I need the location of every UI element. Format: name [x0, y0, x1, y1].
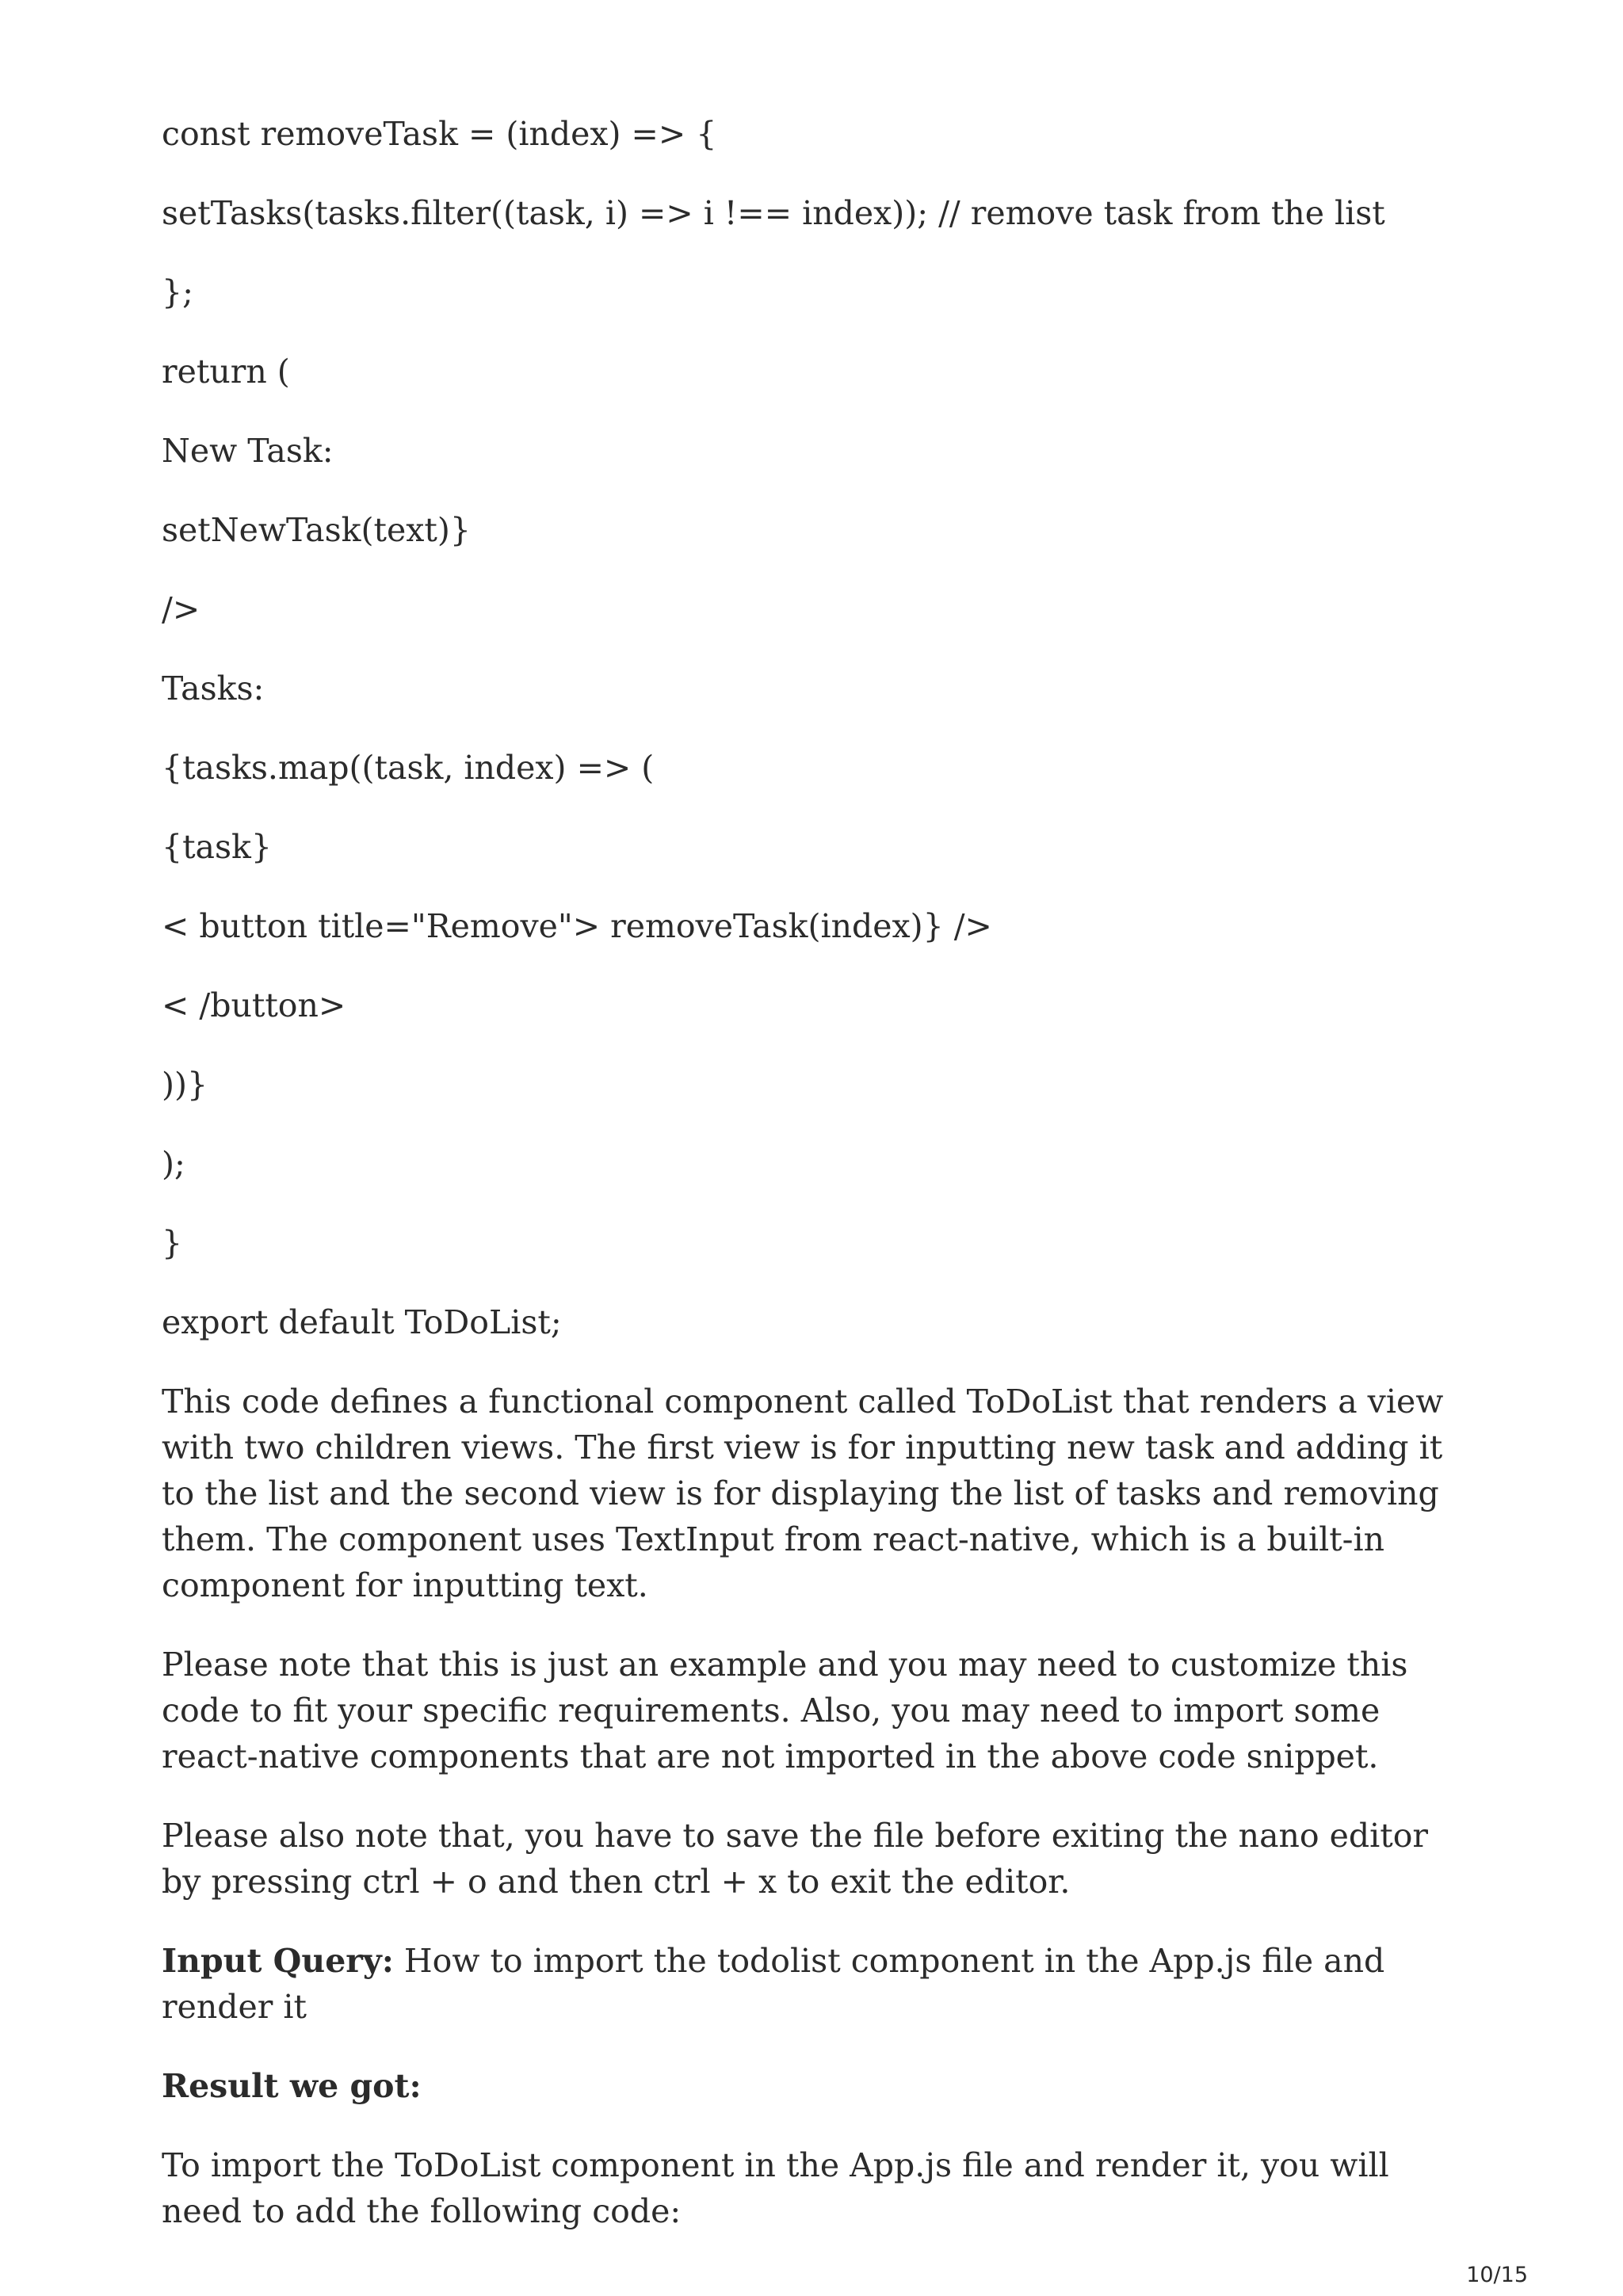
code-line: /> — [162, 590, 200, 628]
code-line: const removeTask = (index) => { — [162, 115, 717, 153]
page-number: 10/15 — [1466, 2263, 1528, 2287]
code-line: } — [162, 1224, 183, 1262]
code-line: {tasks.map((task, index) => ( — [162, 749, 655, 787]
input-query-paragraph — [162, 1938, 1461, 2030]
input-query-text: How to import the todolist component in the App.js file and render it — [162, 1942, 1385, 2026]
code-line: < button title="Remove"> removeTask(index)} /> — [162, 907, 992, 945]
input-query-label: Input Query: — [162, 1942, 394, 1980]
code-line: }; — [162, 273, 193, 311]
code-line: ); — [162, 1145, 185, 1183]
code-line: return ( — [162, 353, 290, 391]
result-heading — [162, 2063, 1461, 2109]
code-line: {task} — [162, 828, 272, 866]
code-line: setNewTask(text)} — [162, 511, 471, 549]
code-line: ))} — [162, 1066, 208, 1104]
editor-note-paragraph: Please also note that, you have to save the file before exiting the nano editor by pressing ctrl + o and then ctrl + x to exit the editor. — [162, 1817, 1429, 1901]
code-line: export default ToDoList; — [162, 1303, 562, 1341]
final-paragraph: To import the ToDoList component in the App.js file and render it, you will need to add the following code: — [162, 2146, 1389, 2230]
code-line: Tasks: — [162, 669, 265, 707]
code-line: setTasks(tasks.filter((task, i) => i !== index)); // remove task from the list — [162, 194, 1385, 232]
code-line: New Task: — [162, 432, 334, 470]
document-body — [162, 111, 1461, 2267]
explanation-paragraph: This code defines a functional component called ToDoList that renders a view with two children views. The first view is for inputting new task and adding it to the list and the second view is for displaying the list of tasks and removing them. The component uses TextInput from react-native, which is a built-in component for inputting text. — [162, 1383, 1444, 1604]
code-line: < /button> — [162, 986, 346, 1024]
result-label: Result we got: — [162, 2067, 422, 2105]
note-paragraph: Please note that this is just an example and you may need to customize this code to fit your specific requirements. Also, you may need to import some react-native components that are not imported in the above code snippet. — [162, 1646, 1408, 1775]
